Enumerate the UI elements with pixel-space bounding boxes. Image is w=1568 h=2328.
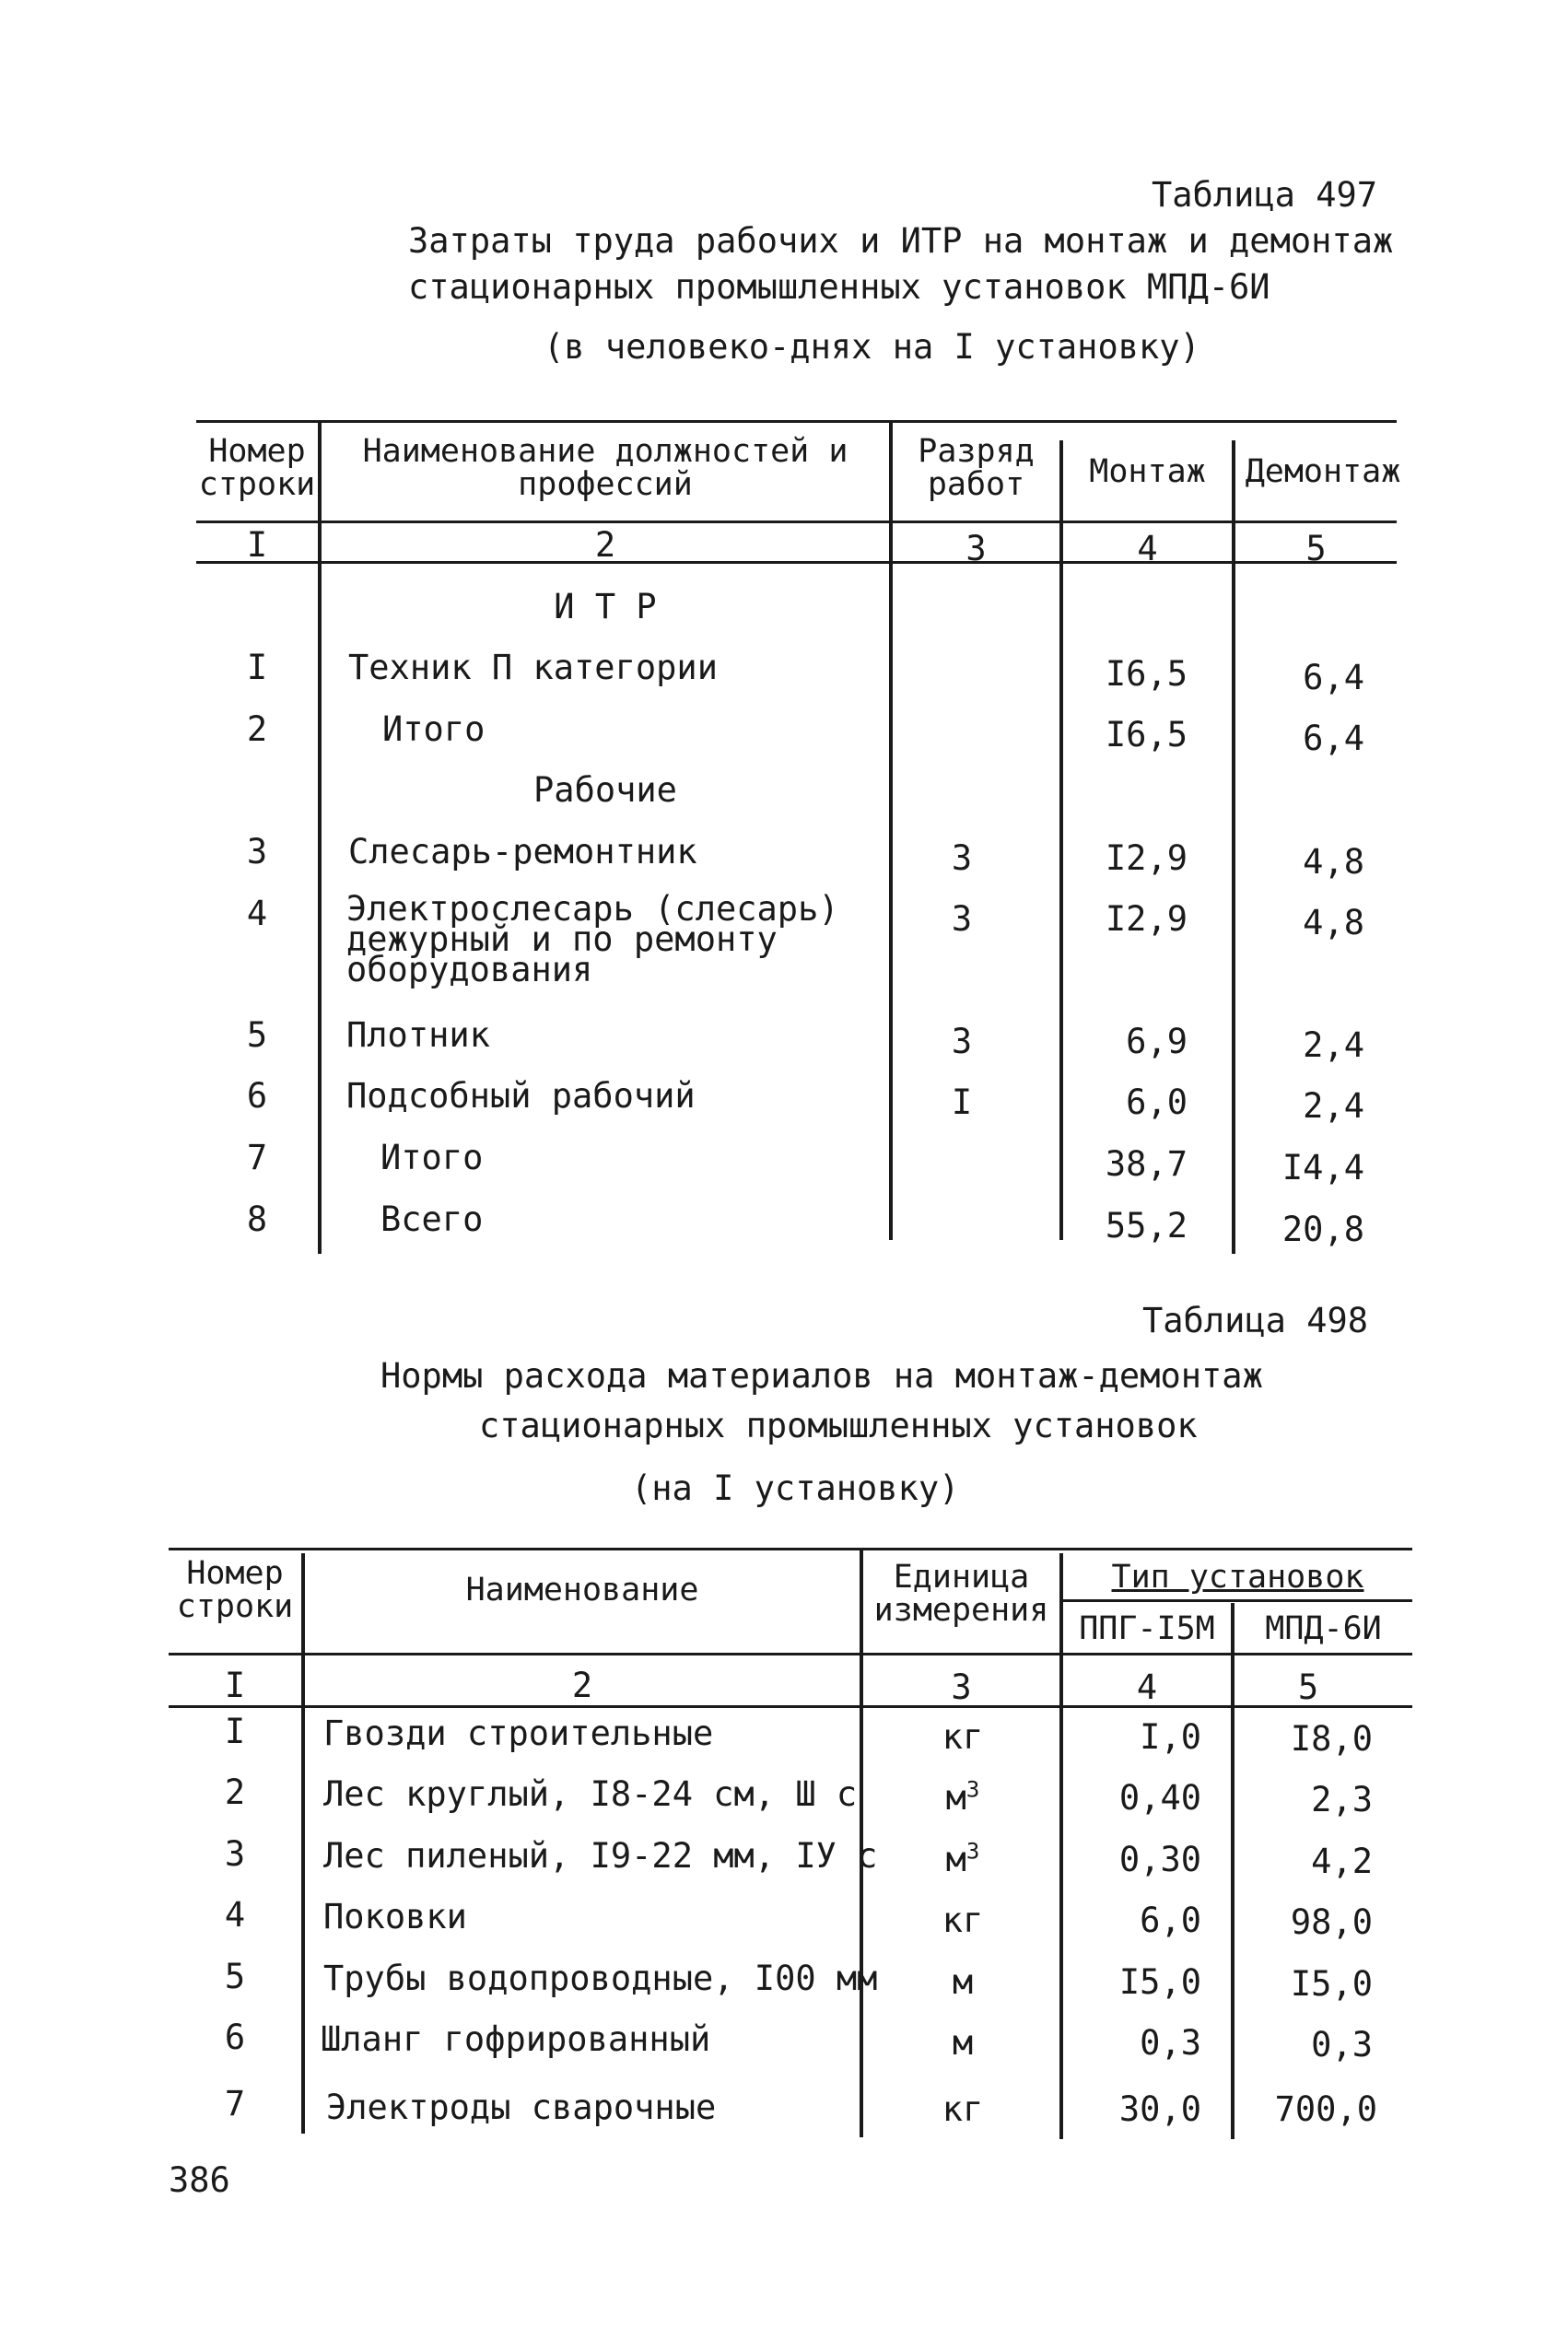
row-mount: I6,5 bbox=[1105, 715, 1188, 755]
row-mount: 6,9 bbox=[1126, 1022, 1188, 1061]
row-dismount: 4,8 bbox=[1303, 903, 1364, 942]
row-value-type2: I5,0 bbox=[1290, 1964, 1373, 2004]
row-dismount: 6,4 bbox=[1303, 658, 1364, 697]
row-number: 2 bbox=[224, 1772, 246, 1812]
row-number: I bbox=[224, 1712, 246, 1751]
row-name: Плотник bbox=[346, 1015, 490, 1055]
row-mount: 6,0 bbox=[1126, 1082, 1188, 1122]
row-number: 5 bbox=[224, 1957, 246, 1996]
row-value-type1: 0,40 bbox=[1118, 1778, 1201, 1818]
row-value-type2: 4,2 bbox=[1311, 1842, 1373, 1881]
page-number: 386 bbox=[169, 2160, 230, 2200]
table-498-header-type-group: Тип установок bbox=[1111, 1559, 1364, 1596]
row-unit: кг bbox=[942, 2089, 984, 2129]
row-grade: 3 bbox=[951, 838, 973, 878]
row-number: 5 bbox=[246, 1015, 268, 1055]
row-unit: $м^3$ bbox=[945, 1776, 980, 1818]
table-497-colnum-4: 4 bbox=[1137, 529, 1158, 568]
table-497-colnum-1: I bbox=[246, 525, 268, 565]
row-name: Итого bbox=[382, 709, 486, 749]
row-value-type1: 30,0 bbox=[1118, 2089, 1201, 2129]
row-number: 8 bbox=[246, 1199, 268, 1239]
row-number: 3 bbox=[246, 832, 268, 872]
row-unit: кг bbox=[942, 1901, 984, 1940]
table-497-header-num: Номер строки bbox=[198, 433, 316, 503]
table-497-section-workers: Рабочие bbox=[533, 770, 677, 810]
table-497-label: Таблица 497 bbox=[1152, 175, 1378, 215]
row-grade: 3 bbox=[951, 1022, 973, 1061]
table-498-subtitle: (на I установку) bbox=[631, 1468, 960, 1508]
table-498-header-rule bbox=[169, 1653, 1412, 1655]
table-497-title-line2: стационарных промышленных установок МПД-6И bbox=[408, 267, 1270, 307]
table-497-section-itr: И Т Р bbox=[554, 587, 657, 626]
row-value-type2: I8,0 bbox=[1290, 1719, 1373, 1759]
table-498-header-type2: МПД-6И bbox=[1265, 1610, 1382, 1647]
table-498-header-type1: ППГ-I5М bbox=[1079, 1610, 1215, 1647]
row-grade: I bbox=[951, 1082, 973, 1122]
table-498-header-unit: Единица измерения bbox=[873, 1559, 1049, 1629]
table-498-colnum-1: I bbox=[224, 1666, 246, 1705]
row-mount: I2,9 bbox=[1105, 899, 1188, 939]
table-498-title-line1: Нормы расхода материалов на монтаж-демонтаж bbox=[380, 1356, 1263, 1396]
row-dismount: 2,4 bbox=[1303, 1086, 1364, 1126]
row-value-type1: I5,0 bbox=[1118, 1962, 1201, 2002]
table-498-top-rule bbox=[169, 1548, 1412, 1550]
table-498-header-num: Номер строки bbox=[176, 1555, 294, 1625]
row-name: Гвозди строительные bbox=[323, 1714, 714, 1753]
row-unit: $м^3$ bbox=[945, 1838, 980, 1879]
row-name: Лес круглый, I8-24 см, Ш с bbox=[323, 1774, 858, 1814]
row-name: Электроды сварочные bbox=[326, 2088, 717, 2127]
table-497-subtitle: (в человеко-днях на I установку) bbox=[544, 327, 1200, 367]
row-mount: 38,7 bbox=[1105, 1144, 1188, 1184]
row-unit: м bbox=[952, 2023, 974, 2063]
row-value-type2: 2,3 bbox=[1311, 1780, 1373, 1819]
table-497-colnum-5: 5 bbox=[1305, 529, 1327, 568]
row-value-type1: 6,0 bbox=[1140, 1901, 1201, 1940]
table-498-type-group-rule bbox=[1059, 1599, 1412, 1602]
row-dismount: I4,4 bbox=[1281, 1148, 1364, 1187]
row-value-type2: 0,3 bbox=[1311, 2025, 1373, 2065]
row-mount: I6,5 bbox=[1105, 654, 1188, 694]
row-number: 7 bbox=[224, 2084, 246, 2123]
row-name: Итого bbox=[380, 1138, 484, 1177]
row-number: 7 bbox=[246, 1138, 268, 1177]
row-dismount: 20,8 bbox=[1281, 1210, 1364, 1249]
row-dismount: 2,4 bbox=[1303, 1025, 1364, 1065]
row-dismount: 4,8 bbox=[1303, 842, 1364, 882]
row-name: Шланг гофрированный bbox=[321, 2019, 711, 2059]
table-498-colnum-3: 3 bbox=[951, 1667, 972, 1707]
row-unit: м bbox=[952, 1962, 974, 2002]
row-name: Техник П категории bbox=[348, 648, 718, 687]
row-mount: I2,9 bbox=[1105, 838, 1188, 878]
row-name: Электрослесарь (слесарь) дежурный и по ремонту оборудования bbox=[346, 889, 839, 989]
row-value-type2: 700,0 bbox=[1274, 2089, 1377, 2129]
row-name: Слесарь-ремонтник bbox=[348, 832, 697, 872]
row-name: Подсобный рабочий bbox=[346, 1076, 696, 1116]
row-number: 6 bbox=[224, 2018, 246, 2057]
table-497-title-line1: Затраты труда рабочих и ИТР на монтаж и демонтаж bbox=[408, 221, 1394, 261]
row-number: 4 bbox=[246, 894, 268, 933]
table-497-header-name: Наименование должностей и профессий bbox=[362, 433, 848, 503]
row-value-type1: 0,30 bbox=[1118, 1840, 1201, 1879]
table-497-header-grade: Разряд работ bbox=[918, 433, 1035, 503]
table-498-label: Таблица 498 bbox=[1142, 1301, 1369, 1340]
table-497-header-dismount: Демонтаж bbox=[1245, 453, 1401, 490]
row-number: 6 bbox=[246, 1076, 268, 1116]
table-497-top-rule bbox=[196, 420, 1397, 423]
table-497-header-rule bbox=[196, 521, 1397, 523]
table-497-header-mount: Монтаж bbox=[1089, 453, 1206, 490]
row-number: 2 bbox=[246, 709, 268, 749]
row-dismount: 6,4 bbox=[1303, 719, 1364, 758]
row-unit: кг bbox=[942, 1717, 984, 1757]
row-value-type1: I,0 bbox=[1140, 1717, 1201, 1757]
row-grade: 3 bbox=[951, 899, 973, 939]
row-name: Поковки bbox=[323, 1897, 467, 1936]
row-name: Лес пиленый, I9-22 мм, IУ с bbox=[323, 1836, 878, 1876]
row-mount: 55,2 bbox=[1105, 1206, 1188, 1246]
table-498-title-line2: стационарных промышленных установок bbox=[479, 1406, 1198, 1445]
row-value-type1: 0,3 bbox=[1140, 2023, 1201, 2063]
table-498-colnum-4: 4 bbox=[1136, 1667, 1158, 1707]
table-498-colnum-2: 2 bbox=[571, 1666, 593, 1705]
table-498-colnum-5: 5 bbox=[1297, 1667, 1319, 1707]
row-number: 4 bbox=[224, 1895, 246, 1935]
table-497-colnum-2: 2 bbox=[594, 525, 616, 565]
row-name: Всего bbox=[380, 1199, 484, 1239]
row-number: 3 bbox=[224, 1834, 246, 1874]
table-498-vrule-1 bbox=[301, 1553, 305, 2134]
table-498-header-name: Наименование bbox=[465, 1572, 699, 1609]
row-value-type2: 98,0 bbox=[1290, 1902, 1373, 1942]
row-number: I bbox=[246, 648, 268, 687]
row-name: Трубы водопроводные, I00 мм bbox=[323, 1959, 878, 1998]
table-497-colnum-3: 3 bbox=[965, 529, 987, 568]
